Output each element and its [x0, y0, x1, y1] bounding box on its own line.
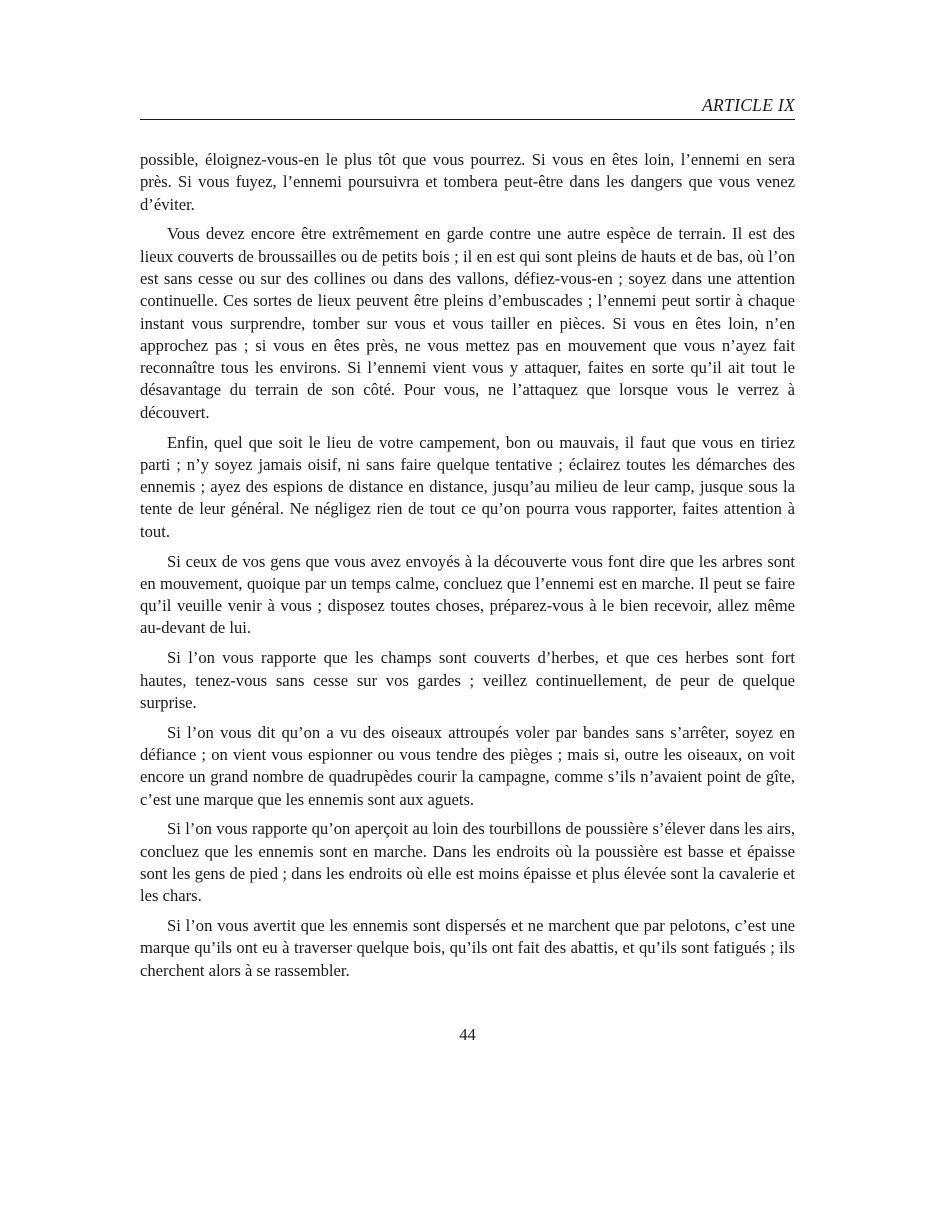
paragraph: Enfin, quel que soit le lieu de votre campement, bon ou mauvais, il faut que vous en tiriez parti ; n’y soyez jamais oisif, ni sans faire quelque tentative ; éclairez toutes les démarches des ennemis ; ayez des espions de distance en distance, jusqu’au milieu de leur camp, jusque sous la tente de leur général. Ne négligez rien de tout ce qu’on pourra vous rapporter, faites attention à tout.: [140, 432, 795, 541]
paragraph: Si l’on vous rapporte qu’on aperçoit au loin des tourbillons de poussière s’élever dans les airs, concluez que les ennemis sont en marche. Dans les endroits où la poussière est basse et épaisse sont les gens de pied ; dans les endroits où elle est moins épaisse et plus élevée sont la cavalerie et les chars.: [140, 819, 795, 906]
paragraph: Si l’on vous dit qu’on a vu des oiseaux attroupés voler par bandes sans s’arrêter, soyez en défiance ; on vient vous espionner ou vous tendre des pièges ; mais si, outre les oiseaux, on voit encore un grand nombre de quadrupèdes courir la campagne, comme s’ils n’avaient point de gîte, c’est une marque que les ennemis sont aux aguets.: [140, 722, 795, 809]
page-number: 44: [459, 1025, 476, 1044]
paragraph: Si l’on vous avertit que les ennemis sont dispersés et ne marchent que par pelotons, c’est une marque qu’ils ont eu à traverser quelque bois, qu’ils ont fait des abattis, et qu’ils sont fatigués ; ils cherchent alors à se rassembler.: [140, 916, 795, 980]
paragraph: Si ceux de vos gens que vous avez envoyés à la découverte vous font dire que les arbres sont en mouvement, quoique par un temps calme, concluez que l’ennemi est en marche. Il peut se faire qu’il veuille venir à vous ; disposez toutes choses, préparez-vous à le bien recevoir, allez même au-devant de lui.: [140, 551, 795, 638]
header-rule: [140, 119, 795, 120]
page-body: [140, 149, 795, 989]
paragraph: Vous devez encore être extrêmement en garde contre une autre espèce de terrain. Il est des lieux couverts de broussailles ou de petits bois ; il en est qui sont pleins de hauts et de bas, où l’on est sans cesse ou sur des collines ou dans des vallons, défiez-vous-en ; soyez dans une attention continuelle. Ces sortes de lieux peuvent être pleins d’embuscades ; l’ennemi peut sortir à chaque instant vous surprendre, tomber sur vous et vous tailler en pièces. Si vous en êtes loin, n’en approchez pas ; si vous en êtes près, ne vous mettez pas en mouvement que vous n’ayez fait reconnaître tous les environs. Si l’ennemi vient vous y attaquer, faites en sorte qu’il ait tout le désavantage du terrain de son côté. Pour vous, ne l’attaquez que lorsque vous le verrez à découvert.: [140, 224, 795, 422]
paragraph: Si l’on vous rapporte que les champs sont couverts d’herbes, et que ces herbes sont fort hautes, tenez-vous sans cesse sur vos gardes ; veillez continuellement, de peur de quelque surprise.: [140, 648, 795, 712]
running-header-title: ARTICLE IX: [702, 95, 795, 115]
paragraph-continued: possible, éloignez-vous-en le plus tôt que vous pourrez. Si vous en êtes loin, l’ennemi en sera près. Si vous fuyez, l’ennemi poursuivra et tombera peut-être dans les dangers que vous venez d’éviter.: [140, 150, 795, 214]
